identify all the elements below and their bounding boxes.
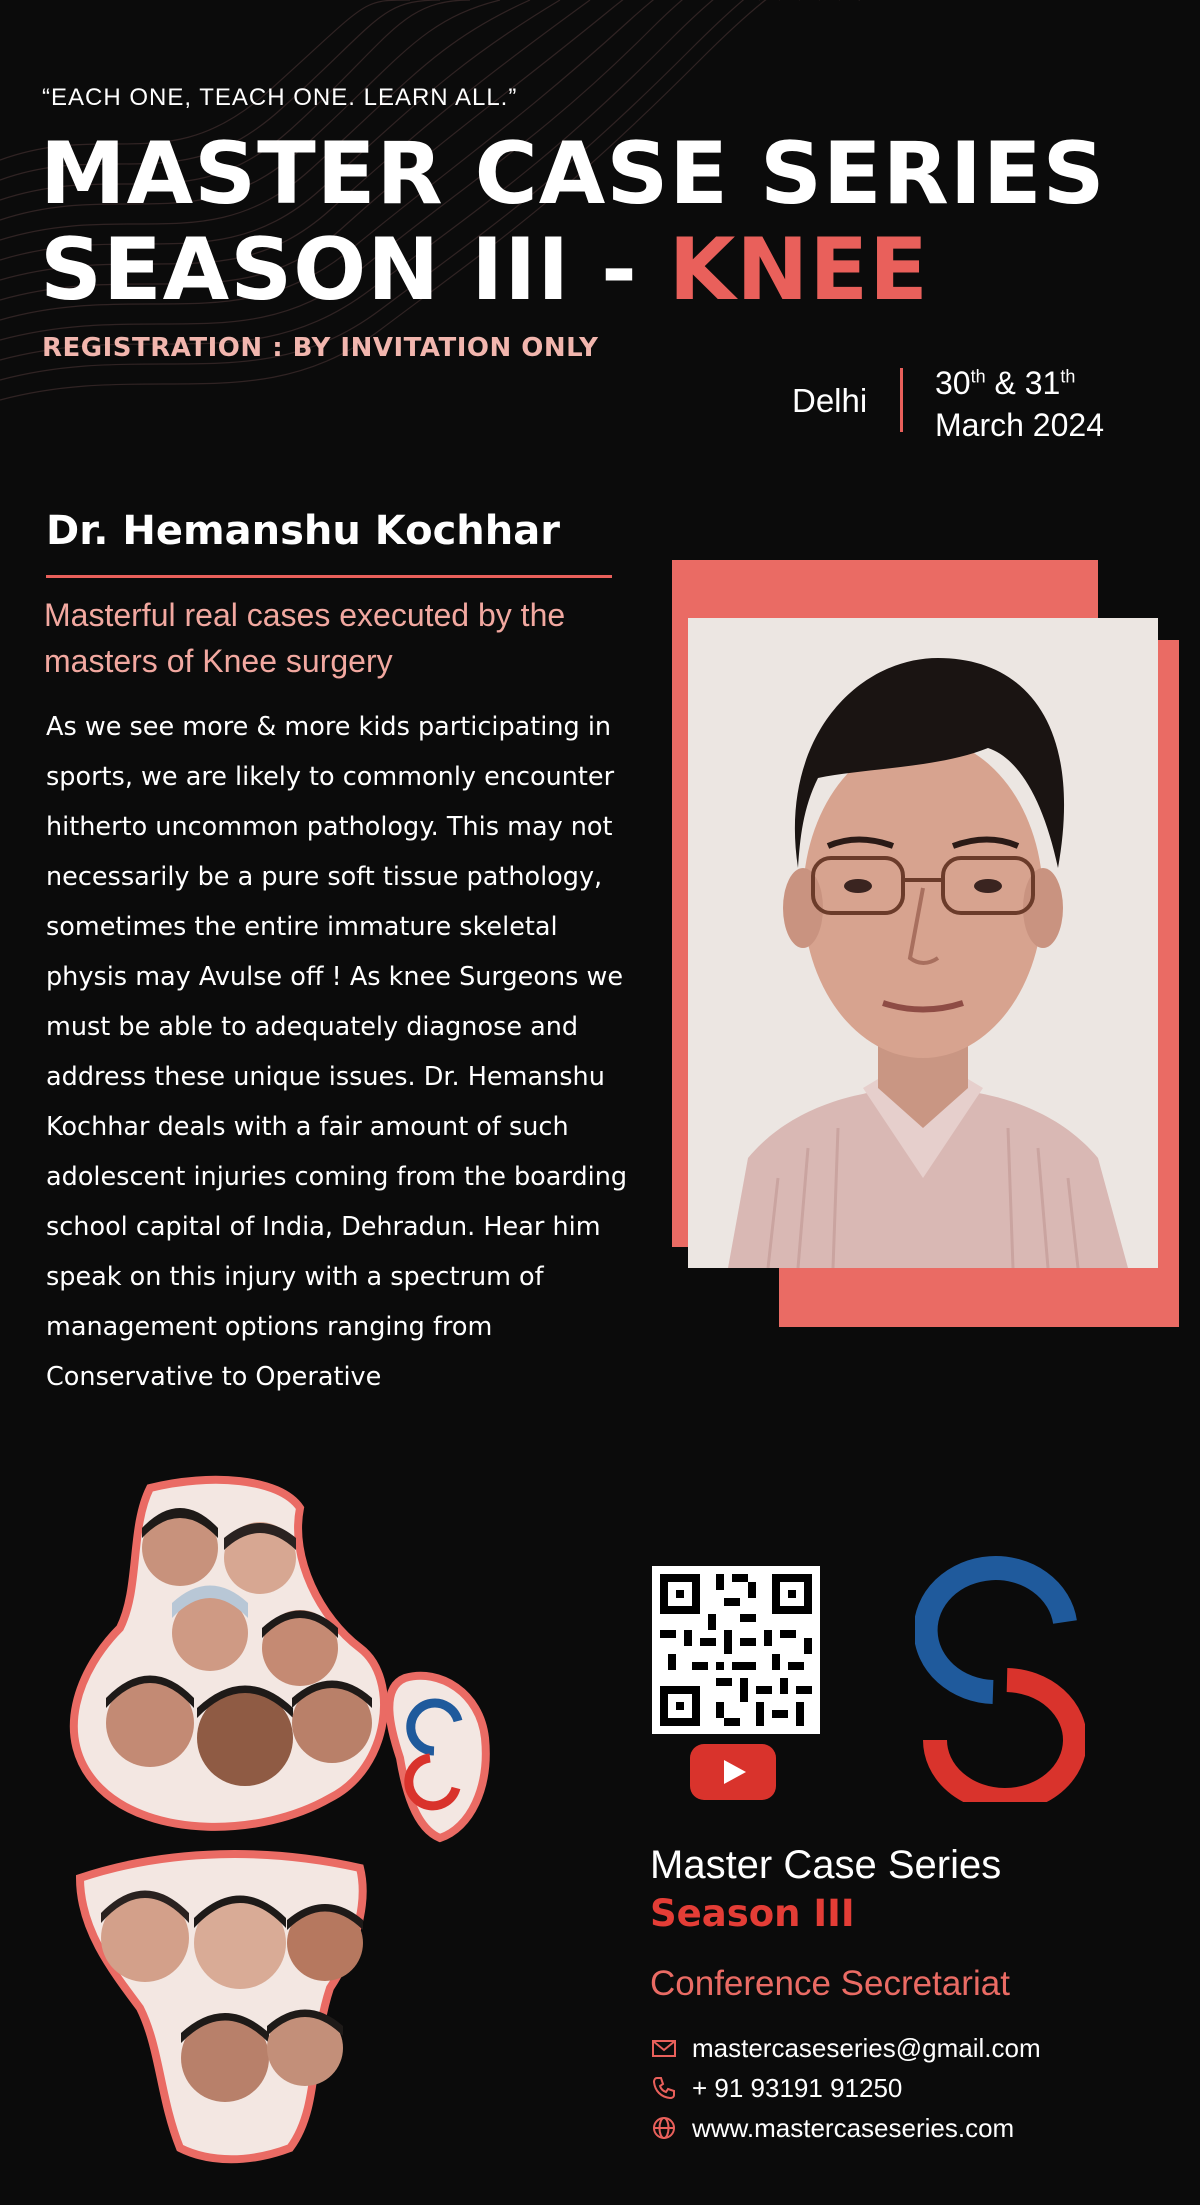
name-divider [46, 575, 612, 578]
speaker-description: As we see more & more kids participating in sports, we are likely to commonly encounter hitherto uncommon pathology. This may not necessarily be a pure soft tissue pathology, sometimes the entire immature skeletal physis may Avulse off ! As knee Surgeons we must be able to adequately diagnose and address these unique issues. Dr. Hemanshu Kochhar deals with a fair amount of such adolescent injuries coming from the boarding school capital of India, Dehradun. Hear him speak on this injury with a spectrum of management options ranging from Conservative to Operative [46, 712, 628, 1392]
title-knee: KNEE [668, 220, 929, 320]
mcs-logo [915, 1552, 1085, 1802]
contact-website[interactable] [650, 2110, 1014, 2146]
title-line-2 [40, 222, 1106, 318]
title-line-1: MASTER CASE SERIES [40, 124, 1106, 224]
contact-phone[interactable] [650, 2070, 902, 2106]
day-2-suffix: th [1060, 366, 1076, 387]
tagline: “EACH ONE, TEACH ONE. LEARN ALL.” [42, 84, 518, 111]
qr-code[interactable] [652, 1566, 820, 1734]
phone-text[interactable]: + 91 93191 91250 [692, 2072, 903, 2103]
registration-note: REGISTRATION : BY INVITATION ONLY [42, 333, 599, 363]
footer-title: Master Case Series [650, 1843, 1002, 1887]
page-title [40, 126, 1106, 318]
day-1: 30 [935, 365, 971, 401]
date-divider [900, 368, 903, 432]
event-city: Delhi [792, 382, 868, 419]
phone-icon [650, 2074, 678, 2102]
youtube-icon[interactable] [690, 1744, 776, 1800]
day-1-suffix: th [970, 366, 986, 387]
date-joiner: & [985, 365, 1025, 401]
mail-icon [650, 2034, 678, 2062]
speaker-subtitle: Masterful real cases executed by the masters of Knee surgery [44, 597, 566, 679]
event-days [935, 362, 1104, 404]
speaker-photo [688, 618, 1158, 1268]
faculty-knee-collage [60, 1468, 520, 2168]
title-season: SEASON III - [40, 220, 669, 320]
globe-icon [650, 2114, 678, 2142]
event-month-year: March 2024 [935, 407, 1104, 443]
contact-email[interactable] [650, 2030, 1041, 2066]
footer-season: Season III [650, 1892, 855, 1935]
speaker-name: Dr. Hemanshu Kochhar [46, 508, 560, 554]
secretariat-heading: Conference Secretariat [650, 1964, 1010, 2003]
speaker-portrait-illustration [688, 618, 1158, 1268]
day-2: 31 [1024, 365, 1061, 401]
event-dates [935, 362, 1104, 446]
email-text[interactable]: mastercaseseries@gmail.com [692, 2032, 1041, 2063]
website-text[interactable]: www.mastercaseseries.com [692, 2112, 1015, 2143]
